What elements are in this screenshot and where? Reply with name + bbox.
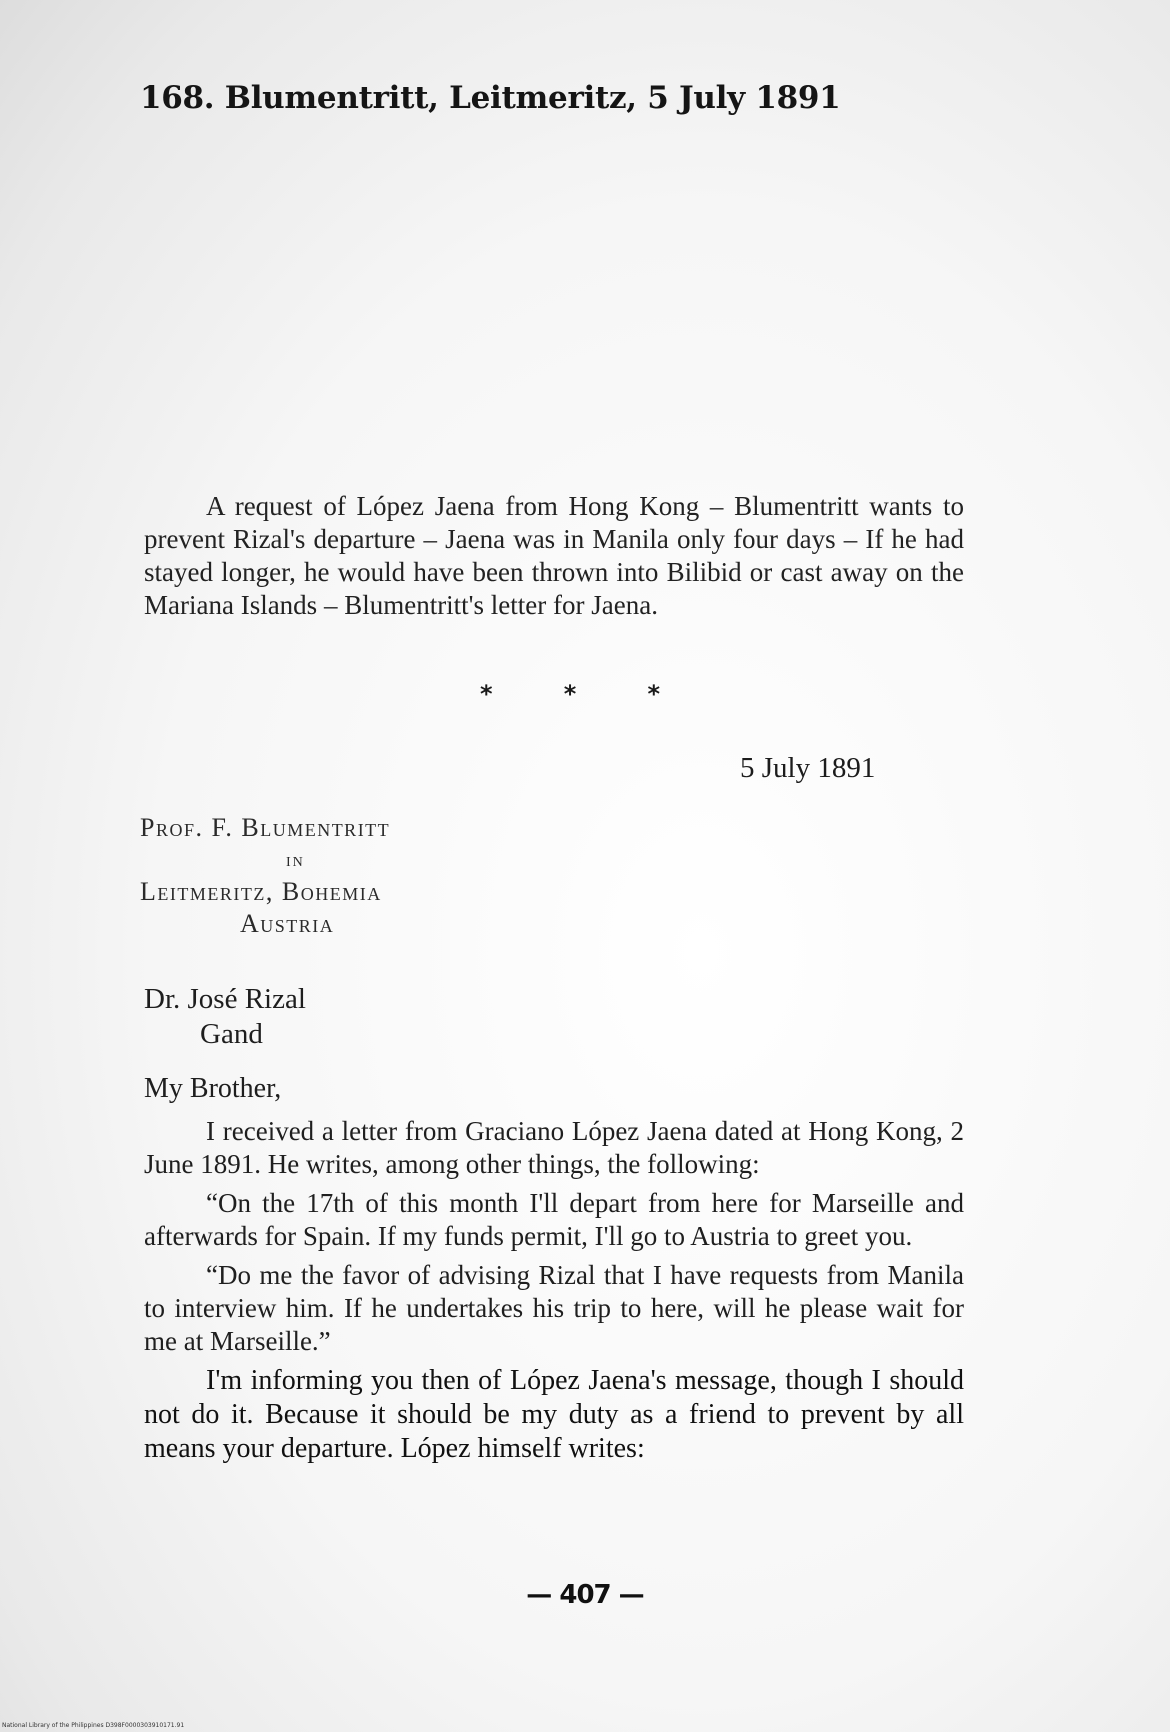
footer-credit: National Library of the Philippines D398F0000303910171.91: [2, 1722, 185, 1729]
letter-date: 5 July 1891: [740, 752, 876, 784]
body-paragraph-4: I'm informing you then of López Jaena's message, though I should not do it. Because it should be my duty as a friend to prevent by all means your departure. López himself writes:: [144, 1365, 964, 1464]
sender-address: [140, 812, 390, 940]
letter-body: [144, 1115, 964, 1472]
body-paragraph-2: “On the 17th of this month I'll depart from here for Marseille and afterwards for Spain. If my funds permit, I'll go to Austria to greet you.: [144, 1188, 964, 1251]
asterisk-2: *: [563, 680, 577, 708]
page-number: — 407 —: [526, 1580, 644, 1610]
body-paragraph-3: “Do me the favor of advising Rizal that I have requests from Manila to interview him. If he undertakes his trip to here, will he please wait for me at Marseille.”: [144, 1260, 964, 1356]
sender-address-in: in: [286, 849, 305, 871]
salutation: My Brother,: [144, 1073, 282, 1104]
recipient-block: [144, 982, 306, 1052]
asterisk-1: *: [480, 680, 493, 708]
letter-summary: A request of López Jaena from Hong Kong – Blumentritt wants to prevent Rizal's departure – Jaena was in Manila only four days – If he had stayed longer, he would have been thrown into Bilibid or cast away on the Mariana Islands – Blumentritt's letter for Jaena.: [144, 491, 964, 620]
asterisk-3: *: [647, 680, 660, 708]
section-separator: [480, 680, 660, 708]
recipient-name: Dr. José Rizal: [144, 983, 306, 1015]
sender-country: Austria: [240, 909, 335, 938]
letter-heading: 168. Blumentritt, Leitmeritz, 5 July 1891: [140, 80, 841, 116]
body-paragraph-1: I received a letter from Graciano López Jaena dated at Hong Kong, 2 June 1891. He writes, among other things, the following:: [144, 1116, 964, 1179]
sender-name: Prof. F. Blumentritt: [140, 813, 391, 842]
recipient-city: Gand: [200, 1018, 263, 1050]
sender-city: Leitmeritz, Bohemia: [140, 877, 382, 906]
